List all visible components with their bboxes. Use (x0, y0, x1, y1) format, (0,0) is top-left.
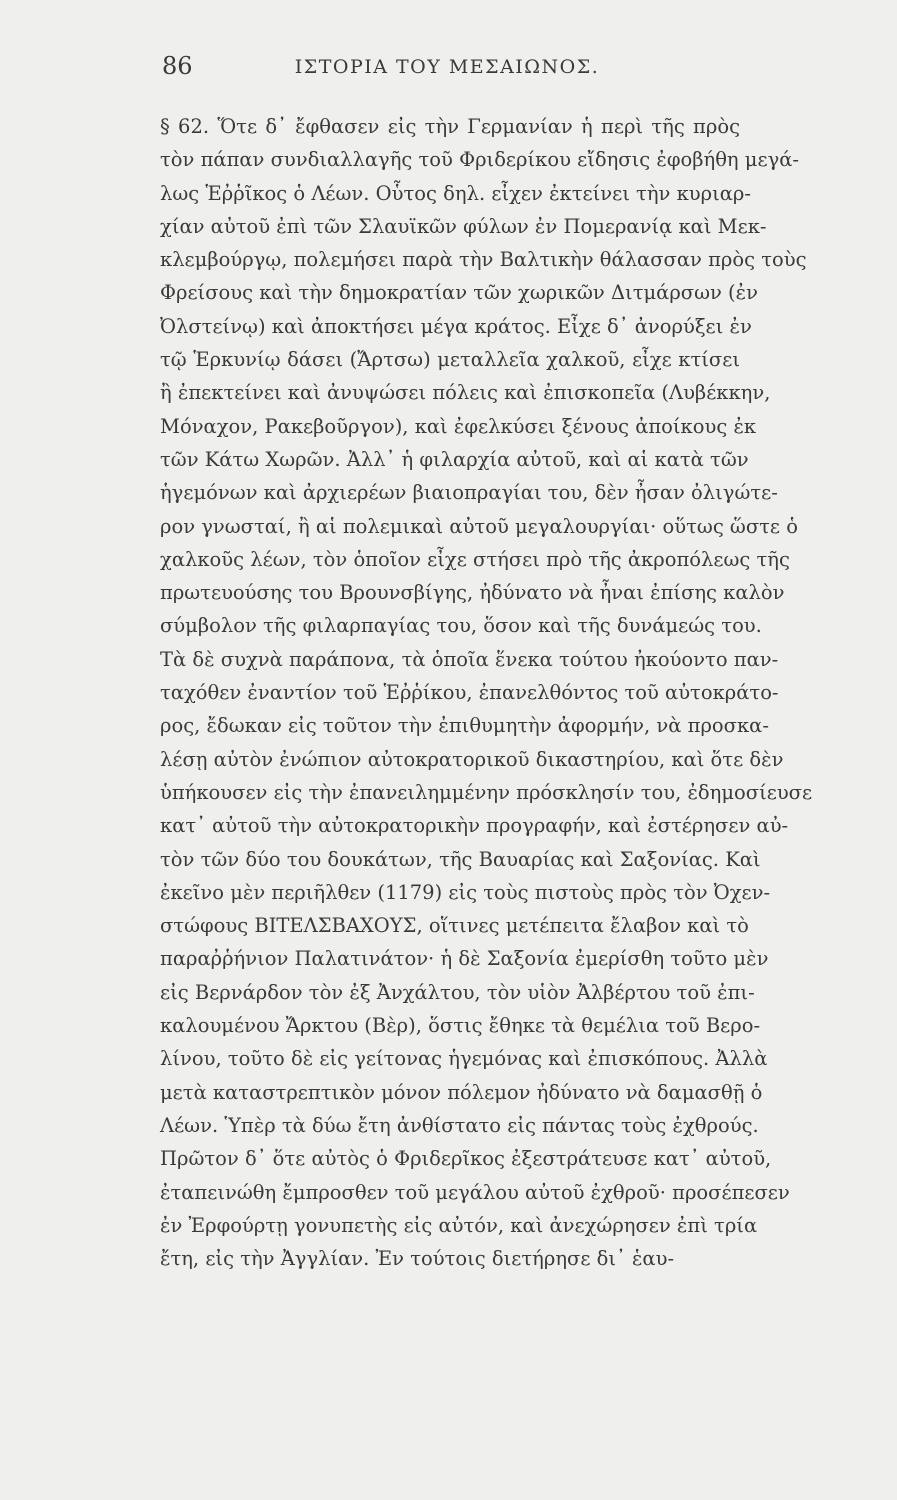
text-line: ἐταπεινώθη ἔμπροσθεν τοῦ μεγάλου αὐτοῦ ἐχθροῦ· προσέπεσεν (160, 1180, 790, 1204)
text-line: Πρῶτον δ᾽ ὅτε αὐτὸς ὁ Φριδερῖκος ἐξεστράτευσε κατ᾽ αὐτοῦ, (160, 1147, 772, 1171)
text-line: τῶν Κάτω Χωρῶν. Ἀλλ᾽ ἡ φιλαρχία αὐτοῦ, καὶ αἱ κατὰ τῶν (160, 447, 749, 471)
text-line: σύμβολον τῆς φιλαρπαγίας του, ὅσον καὶ τῆς δυνάμεώς του. (160, 614, 762, 638)
text-line: ἐκεῖνο μὲν περιῆλθεν (1179) εἰς τοὺς πιστοὺς πρὸς τὸν Ὀχεν- (160, 880, 771, 904)
text-line: Λέων. Ὑπὲρ τὰ δύω ἔτη ἀνθίστατο εἰς πάντας τοὺς ἐχθρούς. (160, 1113, 759, 1137)
text-line: Ὀλστείνῳ) καὶ ἀποκτήσει μέγα κράτος. Εἶχε δ᾽ ἀνορύξει ἐν (160, 314, 752, 338)
body-text (160, 110, 813, 1275)
text-line: Τὰ δὲ συχνὰ παράπονα, τὰ ὁποῖα ἕνεκα τούτου ἠκούοντο παν- (160, 647, 779, 671)
text-line: καλουμένου Ἄρκτου (Βὲρ), ὅστις ἔθηκε τὰ θεμέλια τοῦ Βερο- (160, 1014, 761, 1038)
page-number: 86 (162, 52, 193, 80)
text-line: ρον γνωσταί, ἢ αἱ πολεμικαὶ αὐτοῦ μεγαλουργίαι· οὕτως ὥστε ὁ (160, 514, 798, 538)
text-line: ἢ ἐπεκτείνει καὶ ἀνυψώσει πόλεις καὶ ἐπισκοπεῖα (Λυβέκκην, (160, 381, 771, 405)
text-line: χαλκοῦς λέων, τὸν ὁποῖον εἶχε στήσει πρὸ τῆς ἀκροπόλεως τῆς (160, 547, 790, 571)
running-head: ΙΣΤΟΡΙΑ ΤΟΥ ΜΕΣΑΙΩΝΟΣ. (294, 56, 600, 78)
text-line: κλεμβούργῳ, πολεμήσει παρὰ τὴν Βαλτικὴν θάλασσαν πρὸς τοὺς (160, 248, 807, 272)
text-line: τὸν τῶν δύο του δουκάτων, τῆς Βαυαρίας καὶ Σαξονίας. Καὶ (160, 847, 761, 871)
text-line: μετὰ καταστρεπτικὸν μόνον πόλεμον ἠδύνατο νὰ δαμασθῇ ὁ (160, 1080, 763, 1104)
text-line: λως Ἑῤῥῖκος ὁ Λέων. Οὗτος δηλ. εἶχεν ἐκτείνει τὴν κυριαρ- (160, 181, 751, 205)
text-line: Μόναχον, Ρακεβοῦργον), καὶ ἐφελκύσει ξένους ἀποίκους ἐκ (160, 414, 757, 438)
text-line: λίνου, τοῦτο δὲ εἰς γείτονας ἡγεμόνας καὶ ἐπισκόπους. Ἀλλὰ (160, 1047, 768, 1071)
text-line: τῷ Ἑρκυνίῳ δάσει (Ἄρτσω) μεταλλεῖα χαλκοῦ, εἶχε κτίσει (160, 348, 740, 372)
text-line: ἡγεμόνων καὶ ἀρχιερέων βιαιοπραγίαι του, δὲν ἦσαν ὀλιγώτε- (160, 481, 778, 505)
page-header (162, 52, 732, 92)
text-line: χίαν αὐτοῦ ἐπὶ τῶν Σλαυϊκῶν φύλων ἐν Πομερανίᾳ καὶ Μεκ- (160, 214, 767, 238)
text-line: ρος, ἔδωκαν εἰς τοῦτον τὴν ἐπιθυμητὴν ἀφορμήν, νὰ προσκα- (160, 714, 769, 738)
text-line: στώφους ΒΙΤΕΛΣΒΑΧΟΥΣ, οἵτινες μετέπειτα ἔλαβον καὶ τὸ (160, 914, 749, 938)
text-line: κατ᾽ αὐτοῦ τὴν αὐτοκρατορικὴν προγραφήν, καὶ ἐστέρησεν αὐ- (160, 814, 789, 838)
text-line: παραῤῥήνιον Παλατινάτον· ἡ δὲ Σαξονία ἐμερίσθη τοῦτο μὲν (160, 947, 769, 971)
text-line: εἰς Βερνάρδον τὸν ἐξ Ἀνχάλτου, τὸν υἱὸν Ἀλβέρτου τοῦ ἐπι- (160, 980, 755, 1004)
text-line: λέσῃ αὐτὸν ἐνώπιον αὐτοκρατορικοῦ δικαστηρίου, καὶ ὅτε δὲν (160, 747, 784, 771)
text-line: ἐν Ἐρφούρτῃ γονυπετὴς εἰς αὐτόν, καὶ ἀνεχώρησεν ἐπὶ τρία (160, 1213, 758, 1237)
text-line: τὸν πάπαν συνδιαλλαγῆς τοῦ Φριδερίκου εἴδησις ἐφοβήθη μεγά- (160, 148, 799, 172)
text-line: Φρείσους καὶ τὴν δημοκρατίαν τῶν χωρικῶν Διτμάρσων (ἐν (160, 281, 758, 305)
text-line: ταχόθεν ἐναντίον τοῦ Ἑῤῥίκου, ἐπανελθόντος τοῦ αὐτοκράτο- (160, 681, 779, 705)
text-line: ἔτη, εἰς τὴν Ἀγγλίαν. Ἐν τούτοις διετήρησε δι᾽ ἑαυ- (160, 1247, 675, 1271)
text-line: § 62. Ὅτε δ᾽ ἔφθασεν εἰς τὴν Γερμανίαν ἡ περὶ τῆς πρὸς (160, 115, 740, 138)
text-line: ὑπήκουσεν εἰς τὴν ἐπανειλημμένην πρόσκλησίν του, ἐδημοσίευσε (160, 780, 813, 804)
text-line: πρωτευούσης του Βρουνσβίγης, ἠδύνατο νὰ ἦναι ἐπίσης καλὸν (160, 581, 785, 605)
